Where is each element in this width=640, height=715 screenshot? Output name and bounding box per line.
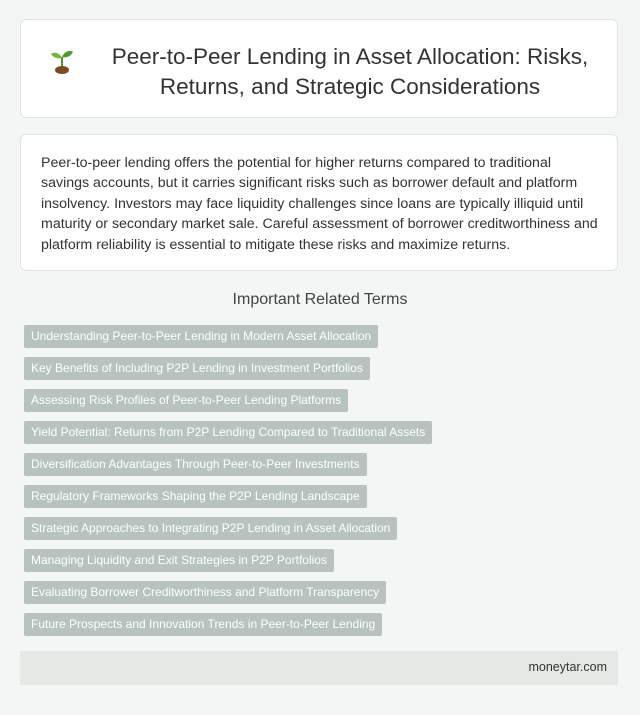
related-term-tag[interactable]: Yield Potential: Returns from P2P Lending Compared to Traditional Assets xyxy=(24,421,432,444)
related-term-tag[interactable]: Regulatory Frameworks Shaping the P2P Lending Landscape xyxy=(24,485,367,508)
page-title: Peer-to-Peer Lending in Asset Allocation: Risks, Returns, and Strategic Considerations xyxy=(111,44,589,99)
related-term-tag[interactable]: Understanding Peer-to-Peer Lending in Modern Asset Allocation xyxy=(24,325,378,348)
footer xyxy=(20,651,618,685)
related-term-tag[interactable]: Assessing Risk Profiles of Peer-to-Peer Lending Platforms xyxy=(24,389,348,412)
related-terms-heading: Important Related Terms xyxy=(232,291,408,308)
related-term-tag[interactable]: Managing Liquidity and Exit Strategies in P2P Portfolios xyxy=(24,549,334,572)
summary-text: Peer-to-peer lending offers the potential for higher returns compared to traditional savings accounts, but it carries significant risks such as borrower default and platform insolvency. Investors may face liquidity challenges since loans are typically illiquid until maturity or secondary market sale. Careful assessment of borrower creditworthiness and platform reliability is essential to mitigate these risks and maximize returns. xyxy=(41,155,598,253)
seedling-icon xyxy=(47,46,77,76)
related-term-tag[interactable]: Diversification Advantages Through Peer-to-Peer Investments xyxy=(24,453,367,476)
title-card xyxy=(20,19,618,118)
related-term-tag[interactable]: Strategic Approaches to Integrating P2P Lending in Asset Allocation xyxy=(24,517,397,540)
related-term-tag[interactable]: Evaluating Borrower Creditworthiness and Platform Transparency xyxy=(24,581,386,604)
related-term-tag[interactable]: Future Prospects and Innovation Trends in Peer-to-Peer Lending xyxy=(24,613,382,636)
related-term-tag[interactable]: Key Benefits of Including P2P Lending in Investment Portfolios xyxy=(24,357,370,380)
footer-site-name[interactable]: moneytar.com xyxy=(528,660,607,674)
related-terms-list xyxy=(24,325,432,645)
summary-card xyxy=(20,134,618,271)
